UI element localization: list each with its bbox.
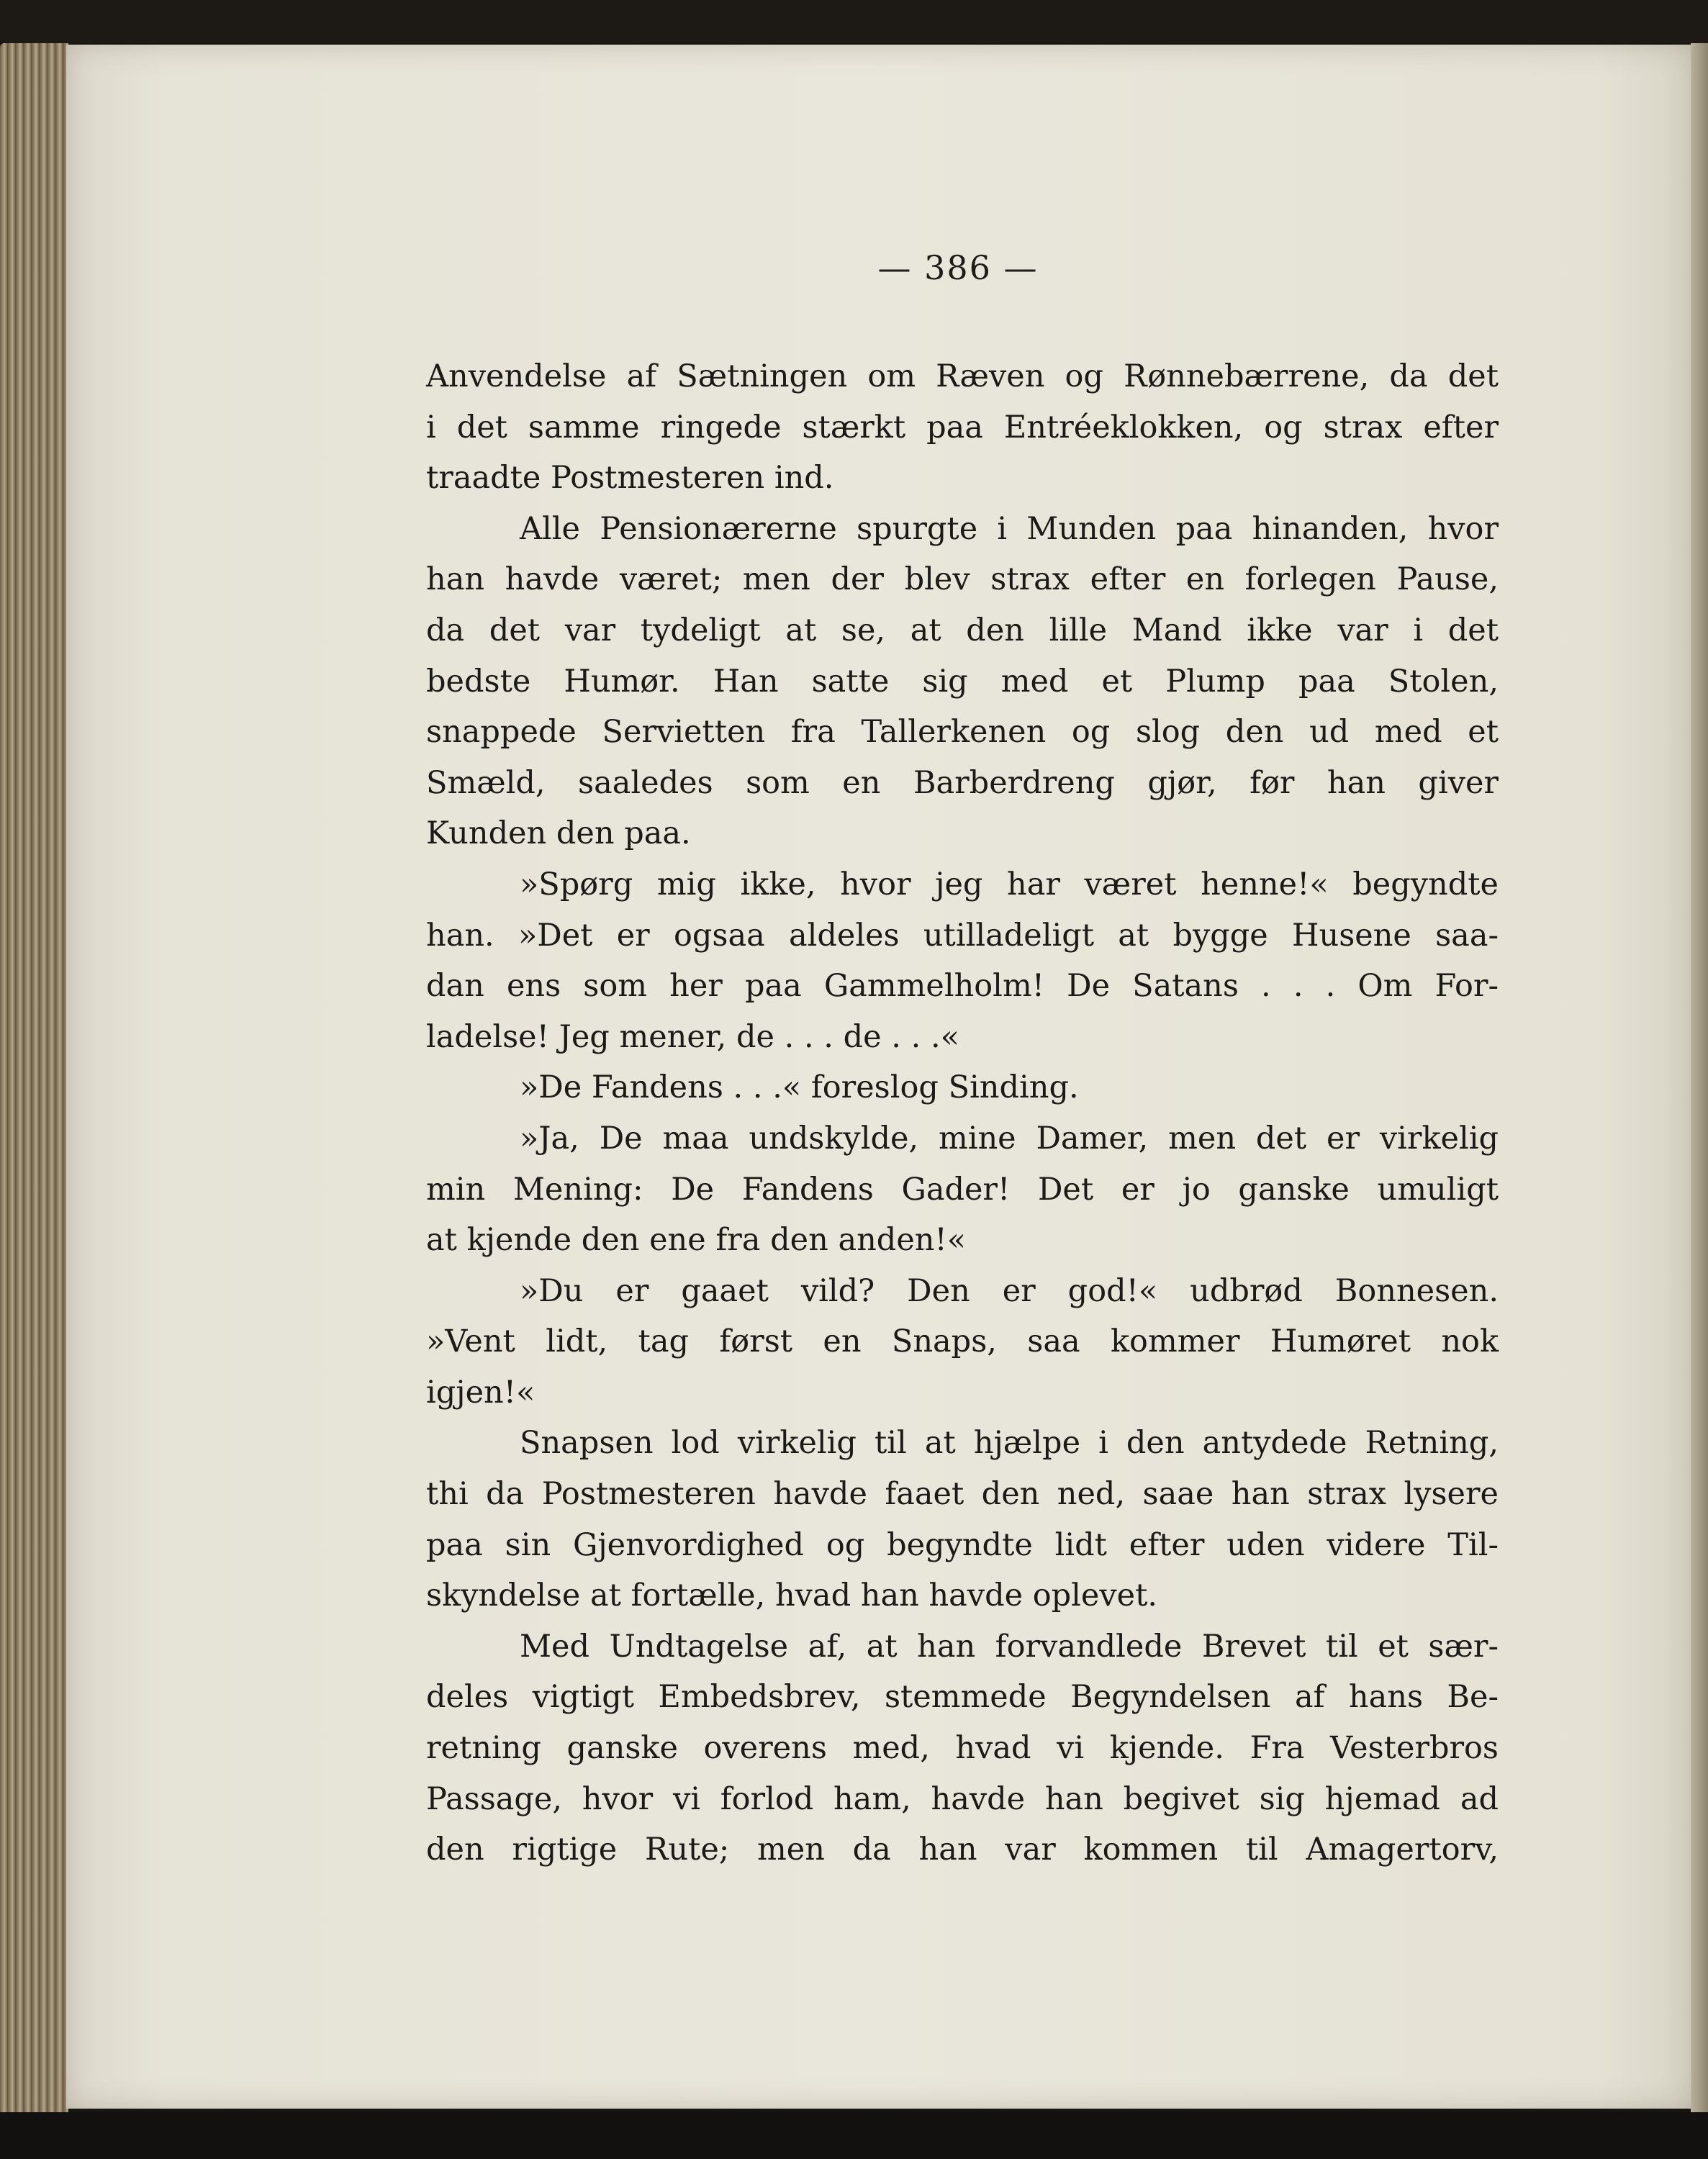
- book-page-edges: [0, 43, 68, 2116]
- text-line: Snapsen lod virkelig til at hjælpe i den antydede Retning,: [520, 1425, 1499, 1462]
- text-line: »Spørg mig ikke, hvor jeg har været henne!« begyndte: [520, 866, 1499, 902]
- adjacent-page-edge: [1691, 43, 1708, 2116]
- text-line: da det var tydeligt at se, at den lille Mand ikke var i det: [426, 612, 1499, 648]
- page-text-body: [426, 351, 1499, 1875]
- text-line: »Du er gaaet vild? Den er god!« udbrød Bonnesen.: [520, 1272, 1499, 1309]
- text-line: han. »Det er ogsaa aldeles utilladeligt at bygge Husene saa-: [426, 917, 1499, 954]
- text-line: ladelse! Jeg mener, de . . . de . . .«: [426, 1018, 959, 1055]
- text-line: han havde været; men der blev strax efter en forlegen Pause,: [426, 561, 1499, 598]
- text-line: Passage, hvor vi forlod ham, havde han begivet sig hjemad ad: [426, 1780, 1499, 1817]
- text-line: min Mening: De Fandens Gader! Det er jo ganske umuligt: [426, 1171, 1499, 1208]
- text-line: Smæld, saaledes som en Barberdreng gjør, før han giver: [426, 764, 1499, 801]
- text-line: at kjende den ene fra den anden!«: [426, 1222, 967, 1259]
- text-line: Med Undtagelse af, at han forvandlede Brevet til et sær-: [520, 1628, 1499, 1665]
- text-line: traadte Postmesteren ind.: [426, 460, 834, 497]
- text-line: dan ens som her paa Gammelholm! De Satans . . . Om For-: [426, 968, 1499, 1005]
- text-line: thi da Postmesteren havde faaet den ned, saae han strax lysere: [426, 1476, 1499, 1513]
- scan-top-border: [0, 0, 1708, 43]
- text-line: deles vigtigt Embedsbrev, stemmede Begyndelsen af hans Be-: [426, 1679, 1499, 1716]
- text-line: i det samme ringede stærkt paa Entréeklokken, og strax efter: [426, 409, 1499, 445]
- text-line: »De Fandens . . .« foreslog Sinding.: [520, 1069, 1079, 1106]
- text-line: bedste Humør. Han satte sig med et Plump paa Stolen,: [426, 663, 1499, 700]
- text-line: Anvendelse af Sætningen om Ræven og Rønnebærrene, da det: [426, 358, 1499, 394]
- text-line: »Ja, De maa undskylde, mine Damer, men det er virkelig: [520, 1120, 1499, 1157]
- text-line: Kunden den paa.: [426, 815, 691, 852]
- scan-bottom-border: [0, 2112, 1708, 2159]
- text-line: skyndelse at fortælle, hvad han havde oplevet.: [426, 1578, 1158, 1614]
- text-line: Alle Pensionærerne spurgte i Munden paa hinanden, hvor: [520, 510, 1499, 547]
- text-line: »Vent lidt, tag først en Snaps, saa kommer Humøret nok: [426, 1323, 1499, 1360]
- text-line: snappede Servietten fra Tallerkenen og slog den ud med et: [426, 714, 1499, 751]
- page-number: — 386 —: [877, 248, 1039, 287]
- text-line: den rigtige Rute; men da han var kommen til Amagertorv,: [426, 1832, 1499, 1868]
- text-line: retning ganske overens med, hvad vi kjende. Fra Vesterbros: [426, 1730, 1499, 1767]
- text-line: igjen!«: [426, 1374, 536, 1411]
- text-line: paa sin Gjenvordighed og begyndte lidt efter uden videre Til-: [426, 1526, 1499, 1563]
